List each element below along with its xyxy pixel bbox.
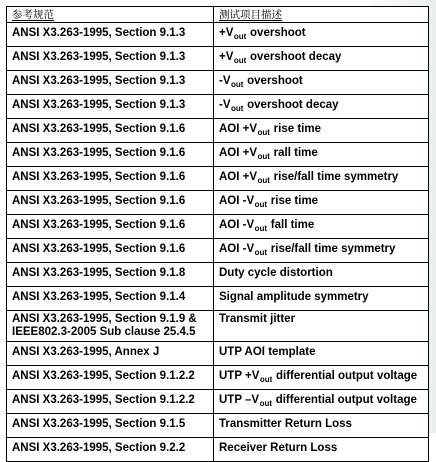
voltage-subscript: out: [257, 128, 270, 137]
test-item-text: Transmit jitter: [219, 313, 296, 325]
test-item-cell: [214, 143, 429, 167]
test-item-text-suffix: rise time: [270, 123, 321, 135]
reference-spec-cell: ANSI X3.263-1995, Section 9.1.2.2: [7, 366, 214, 390]
voltage-subscript: out: [233, 32, 247, 41]
table-row: [7, 390, 429, 414]
test-item-text-suffix: overshoot: [243, 75, 303, 87]
test-item-text: AOI -V: [219, 219, 255, 231]
test-item-text-suffix: fall time: [267, 219, 315, 231]
reference-spec-cell: ANSI X3.263-1995, Section 9.1.6: [7, 191, 214, 215]
table-row: [7, 311, 429, 342]
table-row: [7, 95, 429, 119]
test-item-text: UTP +V: [219, 370, 260, 382]
reference-spec-cell: ANSI X3.263-1995, Section 9.1.6: [7, 239, 214, 263]
test-item-text: -V: [219, 75, 231, 87]
voltage-subscript: out: [233, 56, 247, 65]
table-row: [7, 342, 429, 366]
voltage-subscript: out: [254, 224, 268, 233]
table-row: [7, 366, 429, 390]
table-row: [7, 263, 429, 287]
reference-spec-cell: ANSI X3.263-1995, Section 9.1.3: [7, 95, 214, 119]
reference-spec-cell: ANSI X3.263-1995, Section 9.1.6: [7, 119, 214, 143]
test-item-text: UTP –V: [219, 394, 260, 406]
reference-spec-cell: ANSI X3.263-1995, Section 9.1.4: [7, 287, 214, 311]
table-row: [7, 119, 429, 143]
test-item-text-suffix: rall time: [270, 147, 318, 159]
voltage-subscript: out: [231, 80, 244, 89]
test-item-text-suffix: rise/fall time symmetry: [270, 171, 399, 183]
table-row: [7, 191, 429, 215]
table-row: [7, 71, 429, 95]
test-item-cell: [214, 287, 429, 311]
test-item-text: AOI +V: [219, 147, 258, 159]
reference-spec-cell: ANSI X3.263-1995, Section 9.1.8: [7, 263, 214, 287]
test-item-text-suffix: overshoot decay: [243, 99, 339, 111]
test-spec-table: [6, 6, 429, 462]
reference-spec-cell: ANSI X3.263-1995, Section 9.1.3: [7, 47, 214, 71]
test-item-text-suffix: rise time: [267, 195, 319, 207]
header-test-item-description: 测试项目描述: [214, 7, 429, 23]
test-item-cell: [214, 263, 429, 287]
test-item-cell: [214, 438, 429, 462]
test-item-cell: [214, 191, 429, 215]
table-row: [7, 143, 429, 167]
test-item-cell: [214, 366, 429, 390]
test-item-text: +V: [219, 27, 234, 39]
test-item-cell: [214, 311, 429, 342]
table-row: [7, 167, 429, 191]
test-item-text: -V: [219, 99, 231, 111]
test-item-cell: [214, 414, 429, 438]
table-header-row: [7, 7, 429, 23]
test-item-cell: [214, 390, 429, 414]
test-item-text: Receiver Return Loss: [219, 442, 338, 454]
test-item-text: UTP AOI template: [219, 346, 316, 358]
test-item-text: AOI +V: [219, 171, 258, 183]
table-row: [7, 23, 429, 47]
table-row: [7, 47, 429, 71]
test-item-text-suffix: differential output voltage: [272, 370, 418, 382]
voltage-subscript: out: [257, 152, 270, 161]
test-item-cell: [214, 95, 429, 119]
table-row: [7, 215, 429, 239]
reference-spec-cell: ANSI X3.263-1995, Section 9.1.3: [7, 71, 214, 95]
header-reference-spec: 参考规范: [7, 7, 214, 23]
test-item-text-suffix: overshoot: [246, 27, 306, 39]
test-item-cell: [214, 71, 429, 95]
test-item-cell: [214, 215, 429, 239]
reference-spec-cell: ANSI X3.263-1995, Section 9.2.2: [7, 438, 214, 462]
reference-spec-cell: ANSI X3.263-1995, Section 9.1.6: [7, 167, 214, 191]
reference-spec-cell: ANSI X3.263-1995, Annex J: [7, 342, 214, 366]
reference-spec-cell: ANSI X3.263-1995, Section 9.1.6: [7, 143, 214, 167]
table-row: [7, 287, 429, 311]
test-item-text: Duty cycle distortion: [219, 267, 333, 279]
test-item-text: Signal amplitude symmetry: [219, 291, 369, 303]
test-item-text: Transmitter Return Loss: [219, 418, 352, 430]
test-item-text: AOI -V: [219, 243, 255, 255]
voltage-subscript: out: [259, 399, 272, 408]
voltage-subscript: out: [254, 200, 268, 209]
test-item-cell: [214, 47, 429, 71]
voltage-subscript: out: [259, 375, 273, 384]
test-item-cell: [214, 119, 429, 143]
test-item-text: AOI +V: [219, 123, 258, 135]
test-item-cell: [214, 167, 429, 191]
test-item-cell: [214, 342, 429, 366]
test-item-text-suffix: differential output voltage: [272, 394, 417, 406]
test-item-text-suffix: rise/fall time symmetry: [267, 243, 396, 255]
test-item-text: +V: [219, 51, 234, 63]
reference-spec-cell: ANSI X3.263-1995, Section 9.1.2.2: [7, 390, 214, 414]
test-item-cell: [214, 239, 429, 263]
test-item-text-suffix: overshoot decay: [246, 51, 342, 63]
voltage-subscript: out: [257, 176, 270, 185]
test-item-text: AOI -V: [219, 195, 255, 207]
test-item-cell: [214, 23, 429, 47]
reference-spec-cell: ANSI X3.263-1995, Section 9.1.9 & IEEE802.3-2005 Sub clause 25.4.5: [7, 311, 214, 342]
reference-spec-cell: ANSI X3.263-1995, Section 9.1.5: [7, 414, 214, 438]
table-row: [7, 414, 429, 438]
table-row: [7, 438, 429, 462]
voltage-subscript: out: [254, 248, 268, 257]
reference-spec-cell: ANSI X3.263-1995, Section 9.1.6: [7, 215, 214, 239]
voltage-subscript: out: [231, 104, 244, 113]
reference-spec-cell: ANSI X3.263-1995, Section 9.1.3: [7, 23, 214, 47]
table-row: [7, 239, 429, 263]
